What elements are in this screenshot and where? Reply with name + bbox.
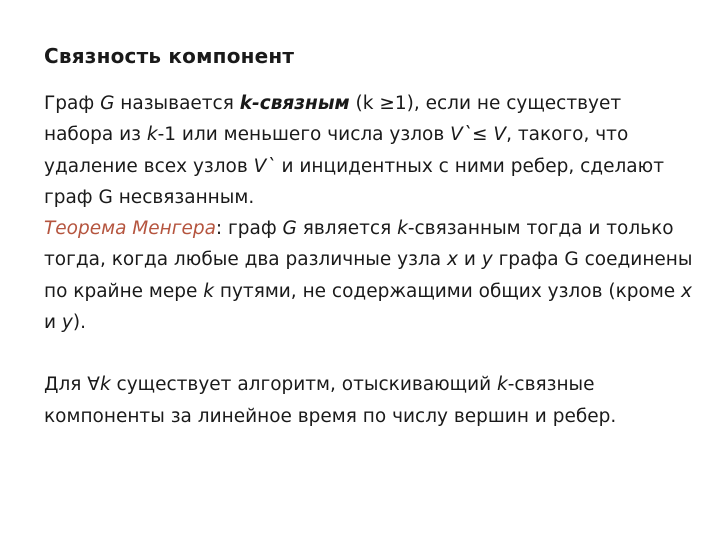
theorem-paragraph bbox=[44, 213, 694, 338]
forall-symbol: ∀ bbox=[87, 374, 100, 396]
k-symbol: k bbox=[497, 374, 508, 396]
k-connected-term: k-связным bbox=[239, 93, 350, 114]
theorem-text: и bbox=[44, 312, 62, 334]
definition-text: ≤ bbox=[472, 124, 494, 146]
algorithm-text: Для bbox=[44, 374, 88, 396]
theorem-text: и bbox=[457, 249, 482, 271]
definition-text: (k ≥1), если не существует набора из bbox=[44, 93, 622, 146]
paragraph-spacer bbox=[44, 338, 694, 369]
vertex-set-symbol: V bbox=[493, 124, 507, 146]
slide-body bbox=[44, 88, 694, 432]
graph-symbol: G bbox=[100, 93, 115, 114]
y-symbol: y bbox=[481, 249, 493, 271]
theorem-text: графа G соединены по крайне мере bbox=[44, 249, 693, 302]
theorem-text: -связанным тогда и только тогда, когда любые два различные узла bbox=[44, 218, 674, 271]
definition-paragraph bbox=[44, 88, 694, 213]
k-symbol: k bbox=[203, 280, 214, 302]
theorem-text: : граф bbox=[215, 218, 283, 240]
y-symbol: y bbox=[61, 312, 73, 334]
k-symbol: k bbox=[397, 218, 408, 240]
algorithm-text: -связные компоненты за линейное время по числу вершин и ребер. bbox=[44, 374, 617, 427]
theorem-text: является bbox=[296, 218, 398, 240]
menger-theorem-label: Теорема Менгера bbox=[44, 218, 216, 240]
k-symbol: k bbox=[99, 374, 111, 396]
x-symbol: x bbox=[447, 249, 458, 271]
slide-title: Связность компонент bbox=[44, 44, 295, 68]
algorithm-paragraph bbox=[44, 369, 694, 432]
definition-text: -1 или меньшего числа узлов bbox=[157, 124, 451, 146]
vertex-set-symbol: V` bbox=[253, 155, 276, 177]
theorem-text: ). bbox=[72, 312, 86, 334]
definition-text: называется bbox=[114, 93, 240, 114]
graph-symbol: G bbox=[282, 218, 297, 240]
k-symbol: k bbox=[146, 124, 158, 146]
definition-text: Граф bbox=[44, 93, 101, 114]
definition-text: и инцидентных с ними ребер, сделают граф G несвязанным. bbox=[44, 155, 664, 208]
algorithm-text: существует алгоритм, отыскивающий bbox=[110, 374, 498, 396]
vertex-set-symbol: V` bbox=[450, 124, 473, 146]
definition-text: , такого, что удаление всех узлов bbox=[44, 124, 629, 177]
x-symbol: x bbox=[681, 280, 692, 302]
theorem-text: путями, не содержащими общих узлов (кроме bbox=[214, 280, 682, 302]
